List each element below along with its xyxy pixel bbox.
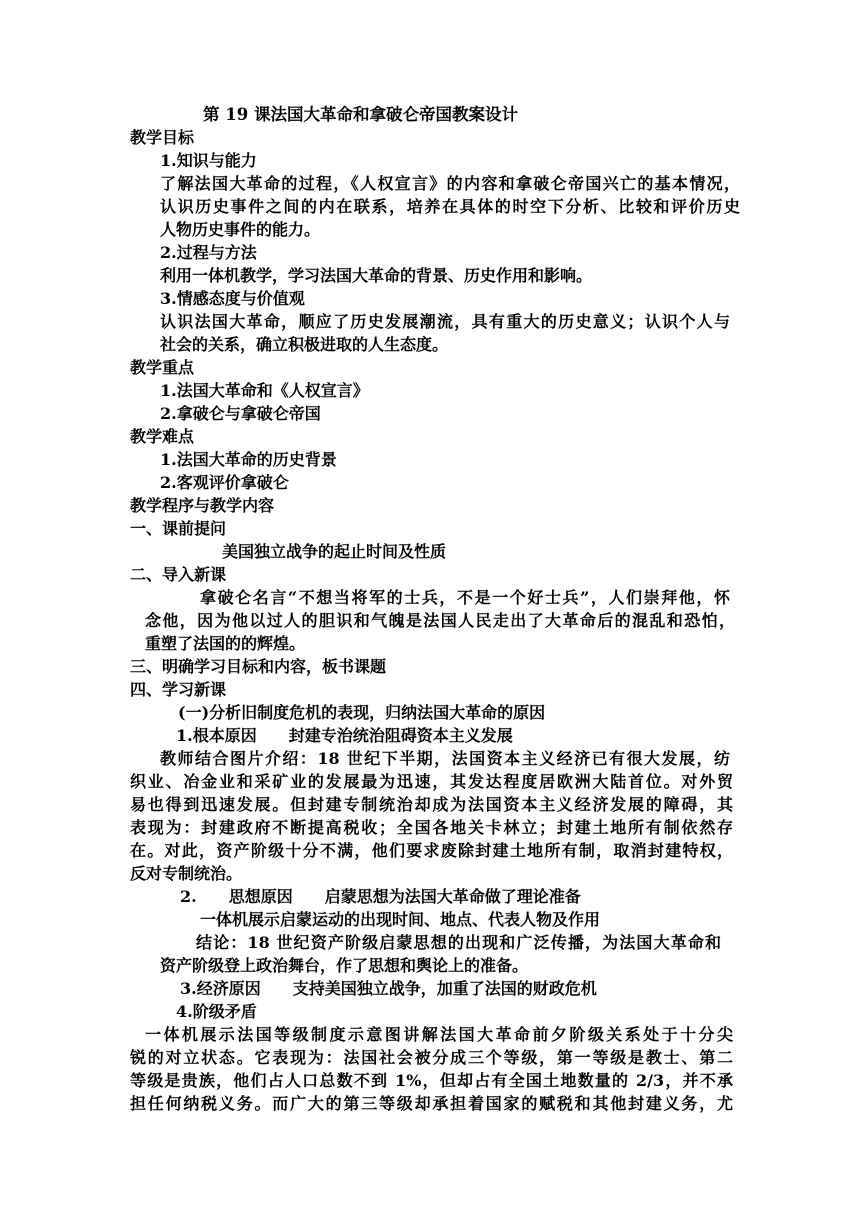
subsection-heading: 1.根本原因 封建专治统治阻碍资本主义发展	[176, 726, 513, 745]
paragraph-line: 在。对此，资产阶级十分不满，他们要求废除封建土地所有制，取消封建特权，	[130, 841, 733, 860]
list-item: 1.法国大革命和《人权宣言》	[160, 381, 369, 400]
paragraph-line: 认识历史事件之间的内在联系，培养在具体的时空下分析、比较和评价历史	[160, 197, 740, 216]
paragraph-line: 认识法国大革命，顺应了历史发展潮流，具有重大的历史意义；认识个人与	[160, 312, 730, 331]
paragraph-line: 表现为：封建政府不断提高税收；全国各地关卡林立；封建土地所有制依然存	[130, 818, 733, 837]
subsection-heading: 4.阶级矛盾	[176, 1002, 257, 1021]
subsection-heading: (一)分析旧制度危机的表现，归纳法国大革命的原因	[178, 703, 546, 722]
paragraph-line: 社会的关系，确立积极进取的人生态度。	[160, 335, 449, 354]
paragraph-line: 人物历史事件的能力。	[160, 220, 321, 239]
list-item: 2.拿破仑与拿破仑帝国	[160, 404, 321, 423]
paragraph-line: 美国独立战争的起止时间及性质	[222, 542, 447, 561]
paragraph-line: 反对专制统治。	[130, 864, 243, 883]
paragraph-line: 资产阶级登上政治舞台，作了思想和舆论上的准备。	[160, 956, 529, 975]
section-heading: 四、学习新课	[130, 680, 227, 699]
doc-title: 第 19 课法国大革命和拿破仑帝国教案设计	[203, 105, 518, 124]
paragraph-line: 担任何纳税义务。而广大的第三等级却承担着国家的赋税和其他封建义务，尤	[130, 1094, 733, 1113]
paragraph-line: 一体机展示法国等级制度示意图讲解法国大革命前夕阶级关系处于十分尖	[145, 1025, 733, 1044]
section-heading: 三、明确学习目标和内容，板书课题	[130, 657, 387, 676]
list-item: 1.法国大革命的历史背景	[160, 450, 337, 469]
paragraph-line: 一体机展示启蒙运动的出现时间、地点、代表人物及作用	[200, 910, 601, 929]
list-item: 2.客观评价拿破仑	[160, 473, 289, 492]
subsection-heading: 3.经济原因 支持美国独立战争，加重了法国的财政危机	[180, 979, 597, 998]
paragraph-line: 等级是贵族，他们占人口总数不到 1%，但却占有全国土地数量的 2/3，并不承	[130, 1071, 733, 1090]
paragraph-line: 教师结合图片介绍：18 世纪下半期，法国资本主义经济已有很大发展，纺	[160, 749, 730, 768]
heading-difficulties: 教学难点	[130, 427, 195, 446]
paragraph-line: 重塑了法国的的辉煌。	[145, 634, 306, 653]
paragraph-line: 织业、冶金业和采矿业的发展最为迅速，其发达程度居欧洲大陆首位。对外贸	[130, 772, 733, 791]
section-heading: 二、导入新课	[130, 565, 227, 584]
subsection-heading: 2. 思想原因 启蒙思想为法国大革命做了理论准备	[180, 887, 581, 906]
paragraph-line: 利用一体机教学，学习法国大革命的背景、历史作用和影响。	[160, 266, 593, 285]
subheading-process: 2.过程与方法	[160, 243, 257, 262]
paragraph-line: 锐的对立状态。它表现为：法国社会被分成三个等级，第一等级是教士、第二	[130, 1048, 733, 1067]
paragraph-line: 易也得到迅速发展。但封建专制统治却成为法国资本主义经济发展的障碍，其	[130, 795, 733, 814]
section-heading: 一、课前提问	[130, 519, 227, 538]
paragraph-line: 结论：18 世纪资产阶级启蒙思想的出现和广泛传播，为法国大革命和	[196, 933, 721, 952]
heading-key-points: 教学重点	[130, 358, 195, 377]
subheading-knowledge: 1.知识与能力	[160, 151, 257, 170]
heading-teaching-goals: 教学目标	[130, 128, 195, 147]
subheading-emotion: 3.情感态度与价值观	[160, 289, 305, 308]
paragraph-line: 了解法国大革命的过程，《人权宣言》的内容和拿破仑帝国兴亡的基本情况，	[160, 174, 740, 193]
heading-procedure: 教学程序与教学内容	[130, 496, 275, 515]
paragraph-line: 拿破仑名言“不想当将军的士兵，不是一个好士兵”，人们崇拜他，怀	[200, 588, 730, 607]
paragraph-line: 念他，因为他以过人的胆识和气魄是法国人民走出了大革命后的混乱和恐怕，	[145, 611, 735, 630]
